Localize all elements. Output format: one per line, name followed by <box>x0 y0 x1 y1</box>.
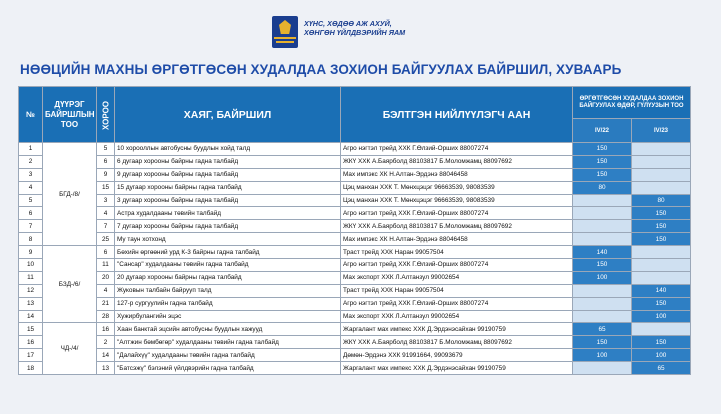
col-khoroo-header: ХОРОО <box>97 87 115 143</box>
khoroo-cell: 7 <box>97 220 115 233</box>
khoroo-cell: 6 <box>97 155 115 168</box>
khoroo-cell: 20 <box>97 271 115 284</box>
address-cell: Хужирбулангийн эцэс <box>115 310 341 323</box>
date2-count-cell <box>632 155 691 168</box>
row-number: 12 <box>19 284 43 297</box>
supplier-cell: ЖКҮ ХХК А.Баярболд 88103817 Б.Моломжамц 88097692 <box>341 220 573 233</box>
table-row <box>19 284 691 297</box>
date2-count-cell: 150 <box>632 233 691 246</box>
khoroo-cell: 11 <box>97 259 115 272</box>
table-row <box>19 349 691 362</box>
table-row <box>19 168 691 181</box>
address-cell: Бөхийн өргөөний урд К-3 байрны гадна талбайд <box>115 246 341 259</box>
date2-count-cell <box>632 323 691 336</box>
col-address-header: ХАЯГ, БАЙРШИЛ <box>115 87 341 143</box>
table-row <box>19 233 691 246</box>
address-cell: Жуковын талбайн байрууп талд <box>115 284 341 297</box>
col-num-header: № <box>19 87 43 143</box>
date1-count-cell <box>573 233 632 246</box>
date2-count-cell: 100 <box>632 349 691 362</box>
row-number: 11 <box>19 271 43 284</box>
khoroo-cell: 5 <box>97 143 115 156</box>
date1-count-cell <box>573 220 632 233</box>
date1-count-cell <box>573 297 632 310</box>
col-schedule-header: ӨРГӨТГӨСӨН ХУДАЛДАА ЗОХИОН БАЙГУУЛАХ ӨДӨР, ГҮЛҮУЗЫН ТОО <box>573 87 691 119</box>
date1-count-cell: 100 <box>573 349 632 362</box>
district-cell: БЗД-/6/ <box>43 246 97 323</box>
row-number: 16 <box>19 336 43 349</box>
table-row <box>19 259 691 272</box>
supplier-cell: Цэц манхан ХХК Т. Мөнхцэцэг 96663539, 98083539 <box>341 194 573 207</box>
supplier-cell: Жаргалант мах импекс ХХК Д.Эрдэнэсайхан 99190759 <box>341 323 573 336</box>
khoroo-cell: 4 <box>97 284 115 297</box>
col-date2-header: IV/23 <box>632 119 691 143</box>
table-row <box>19 323 691 336</box>
supplier-cell: Траст трейд ХХК Наран 99057504 <box>341 246 573 259</box>
supplier-cell: Дөмөн-Эрдэнэ ХХК 91991664, 99093679 <box>341 349 573 362</box>
table-row <box>19 297 691 310</box>
date1-count-cell: 150 <box>573 143 632 156</box>
table-row <box>19 155 691 168</box>
khoroo-cell: 2 <box>97 336 115 349</box>
ministry-line-2: ХӨНГӨН ҮЙЛДВЭРИЙН ЯАМ <box>304 28 406 37</box>
row-number: 6 <box>19 207 43 220</box>
supplier-cell: Агро нэгтэл трейд ХХК Г.Өлзий-Орших 88007274 <box>341 297 573 310</box>
date1-count-cell: 100 <box>573 271 632 284</box>
address-cell: "Батсэжү" бэлэний үйлдвэрийн гадна талбайд <box>115 362 341 375</box>
row-number: 10 <box>19 259 43 272</box>
supplier-cell: Мах импэкс ХК Н.Алтан-Эрдэнэ 88046458 <box>341 233 573 246</box>
district-cell: ЧД-/4/ <box>43 323 97 375</box>
khoroo-cell: 21 <box>97 297 115 310</box>
row-number: 8 <box>19 233 43 246</box>
address-cell: "Сансар" худалдааны төвийн гадна талбайд <box>115 259 341 272</box>
date1-count-cell: 140 <box>573 246 632 259</box>
row-number: 5 <box>19 194 43 207</box>
date2-count-cell: 150 <box>632 207 691 220</box>
row-number: 4 <box>19 181 43 194</box>
row-number: 17 <box>19 349 43 362</box>
district-cell: БГД-/8/ <box>43 143 97 246</box>
khoroo-cell: 16 <box>97 323 115 336</box>
table-row <box>19 362 691 375</box>
emblem-bar <box>274 37 296 39</box>
schedule-table <box>18 86 691 375</box>
date1-count-cell <box>573 310 632 323</box>
address-cell: "Далайхүү" худалдааны төвийн гадна талбайд <box>115 349 341 362</box>
date2-count-cell <box>632 168 691 181</box>
table-row <box>19 246 691 259</box>
date2-count-cell: 150 <box>632 220 691 233</box>
address-cell: Му таун хотхонд <box>115 233 341 246</box>
row-number: 9 <box>19 246 43 259</box>
row-number: 13 <box>19 297 43 310</box>
page-title: НӨӨЦИЙН МАХНЫ ӨРГӨТГӨСӨН ХУДАЛДАА ЗОХИОН БАЙГУУЛАХ БАЙРШИЛ, ХУВААРЬ <box>20 62 622 77</box>
address-cell: 6 дугаар хорооны байрны гадна талбайд <box>115 155 341 168</box>
khoroo-cell: 15 <box>97 181 115 194</box>
date2-count-cell <box>632 271 691 284</box>
date2-count-cell: 150 <box>632 336 691 349</box>
date1-count-cell: 150 <box>573 336 632 349</box>
khoroo-cell: 6 <box>97 246 115 259</box>
ministry-name <box>304 19 405 37</box>
date2-count-cell: 100 <box>632 310 691 323</box>
table-body <box>19 143 691 375</box>
address-cell: "Алтжин бөмбөгөр" худалдааны төвийн гадна талбайд <box>115 336 341 349</box>
address-cell: Астра худалдааны төвийн талбайд <box>115 207 341 220</box>
date1-count-cell: 150 <box>573 168 632 181</box>
supplier-cell: Цэц манхан ХХК Т. Мөнхцэцэг 96663539, 98083539 <box>341 181 573 194</box>
row-number: 2 <box>19 155 43 168</box>
table-row <box>19 207 691 220</box>
date2-count-cell <box>632 181 691 194</box>
khoroo-cell: 9 <box>97 168 115 181</box>
date1-count-cell: 65 <box>573 323 632 336</box>
date1-count-cell: 150 <box>573 259 632 272</box>
khoroo-cell: 13 <box>97 362 115 375</box>
col-supplier-header: БЭЛТГЭН НИЙЛҮҮЛЭГЧ ААН <box>341 87 573 143</box>
table-row <box>19 271 691 284</box>
table-row <box>19 310 691 323</box>
date2-count-cell: 80 <box>632 194 691 207</box>
khoroo-cell: 3 <box>97 194 115 207</box>
supplier-cell: ЖКҮ ХХК А.Баярболд 88103817 Б.Моломжамц 88097692 <box>341 155 573 168</box>
row-number: 14 <box>19 310 43 323</box>
table-row <box>19 143 691 156</box>
date1-count-cell: 80 <box>573 181 632 194</box>
khoroo-cell: 14 <box>97 349 115 362</box>
khoroo-cell: 28 <box>97 310 115 323</box>
col-district-header: ДҮҮРЭГ БАЙРШЛЫН ТОО <box>43 87 97 143</box>
col-date1-header: IV/22 <box>573 119 632 143</box>
soyombo-icon <box>279 20 291 34</box>
supplier-cell: Мах экспорт ХХК Л.Алтанзул 99002654 <box>341 271 573 284</box>
table-row <box>19 194 691 207</box>
header <box>0 0 721 58</box>
date2-count-cell: 140 <box>632 284 691 297</box>
ministry-line-1: ХҮНС, ХӨДӨӨ АЖ АХУЙ, <box>304 19 392 28</box>
date2-count-cell <box>632 259 691 272</box>
emblem-bar <box>276 41 294 43</box>
date1-count-cell <box>573 284 632 297</box>
date1-count-cell <box>573 207 632 220</box>
row-number: 18 <box>19 362 43 375</box>
supplier-cell: Жаргалант мах импекс ХХК Д.Эрдэнэсайхан 99190759 <box>341 362 573 375</box>
date1-count-cell <box>573 362 632 375</box>
table-row <box>19 336 691 349</box>
date2-count-cell <box>632 143 691 156</box>
supplier-cell: ЖКҮ ХХК А.Баярболд 88103817 Б.Моломжамц 88097692 <box>341 336 573 349</box>
supplier-cell: Агро нэгтэл трейд ХХК Г.Өлзий-Орших 88007274 <box>341 259 573 272</box>
address-cell: Хаан банктай эцсийн автобусны буудлын хажууд <box>115 323 341 336</box>
address-cell: 7 дугаар хорооны байрны гадна талбайд <box>115 220 341 233</box>
ministry-emblem-icon <box>272 16 298 48</box>
date2-count-cell: 150 <box>632 297 691 310</box>
row-number: 15 <box>19 323 43 336</box>
date2-count-cell <box>632 246 691 259</box>
row-number: 3 <box>19 168 43 181</box>
supplier-cell: Агро нэгтэл трейд ХХК Г.Өлзий-Орших 88007274 <box>341 143 573 156</box>
supplier-cell: Мах экспорт ХХК Л.Алтанзул 99002654 <box>341 310 573 323</box>
khoroo-cell: 4 <box>97 207 115 220</box>
khoroo-cell: 25 <box>97 233 115 246</box>
supplier-cell: Траст трейд ХХК Наран 99057504 <box>341 284 573 297</box>
row-number: 7 <box>19 220 43 233</box>
row-number: 1 <box>19 143 43 156</box>
table-row <box>19 181 691 194</box>
supplier-cell: Агро нэгтэл трейд ХХК Г.Өлзий-Орших 88007274 <box>341 207 573 220</box>
supplier-cell: Мах импэкс ХК Н.Алтан-Эрдэнэ 88046458 <box>341 168 573 181</box>
address-cell: 20 дугаар хорооны байрны гадна талбайд <box>115 271 341 284</box>
address-cell: 3 дугаар хорооны байрны гадна талбайд <box>115 194 341 207</box>
address-cell: 10 хорооллын автобусны буудлын хойд талд <box>115 143 341 156</box>
table-row <box>19 220 691 233</box>
address-cell: 9 дугаар хорооны байрны гадна талбайд <box>115 168 341 181</box>
address-cell: 15 дугаар хорооны байрны гадна талбайд <box>115 181 341 194</box>
date1-count-cell <box>573 194 632 207</box>
date2-count-cell: 65 <box>632 362 691 375</box>
date1-count-cell: 150 <box>573 155 632 168</box>
address-cell: 127-р сургуулийн гадна талбайд <box>115 297 341 310</box>
